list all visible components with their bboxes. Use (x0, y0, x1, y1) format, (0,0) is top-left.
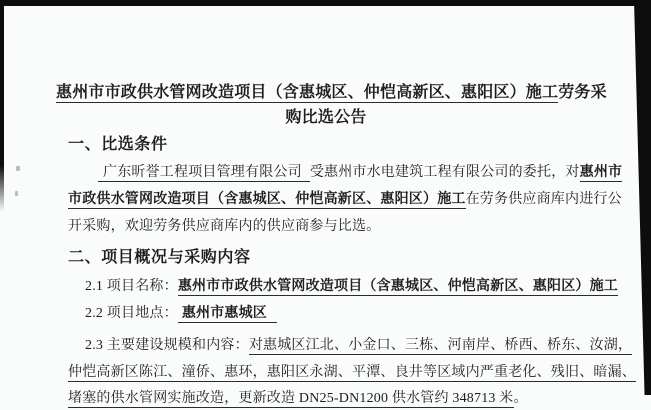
scan-border-top (0, 0, 651, 6)
item-2-3-label: 2.3 主要建设规模和内容： (85, 338, 249, 353)
section1-heading: 一、比选条件 (68, 136, 168, 153)
item-2-3-line2 (68, 363, 636, 382)
doc-title-line2: 购比选公告 (285, 109, 367, 126)
section1-para-line1 (68, 163, 622, 182)
agency-name: 广东昕誉工程项目管理有限公司 (98, 165, 310, 182)
item-2-3-line3 (68, 389, 528, 408)
section1-para-line3: 开采购，欢迎劳务供应商库内的供应商参与比选。 (68, 219, 381, 234)
doc-title-rest: 劳务采 (558, 84, 607, 101)
item-2-2-value: 惠州市惠城区 (178, 306, 277, 323)
section1-para-line2 (68, 190, 622, 209)
doc-title-underlined: 惠州市市政供水管网改造项目（含惠城区、仲恺高新区、惠阳区）施工 (56, 84, 559, 101)
scan-border-left (0, 0, 4, 212)
scan-speck (15, 191, 18, 196)
item-2-3-value-part3: 堵塞的供水管网实施改造，更新改造 DN25-DN1200 供水管约 348713 米 (68, 391, 514, 406)
doc-title-line1 (56, 83, 607, 102)
item-2-3-period: 。 (513, 391, 528, 406)
item-2-3-value-part1: 对惠城区江北、小金口、三栋、河南岸、桥西、桥东、汝湖， (248, 338, 633, 353)
project-name-cont: 市政供水管网改造项目（含惠城区、仲恺高新区、惠阳区）施工 (68, 192, 466, 207)
item-2-1 (85, 277, 618, 296)
item-2-3-line1 (85, 336, 632, 355)
item-2-2 (85, 304, 277, 323)
section2-heading: 二、项目概况与采购内容 (68, 249, 251, 266)
para-rest-text: 在劳务供应商库内进行公 (465, 192, 622, 207)
item-2-2-label: 2.2 项目地点： (85, 306, 178, 321)
para-mid-text: 受惠州市水电建筑工程有限公司的委托，对 (309, 165, 580, 180)
scan-border-right (634, 0, 651, 395)
item-2-1-value: 惠州市市政供水管网改造项目（含惠城区、仲恺高新区、惠阳区）施工 (177, 279, 619, 294)
project-name-start: 惠州市 (579, 165, 623, 180)
item-2-3-value-part2: 仲恺高新区陈江、潼侨、惠环，惠阳区永湖、平潭、良井等区域内严重老化、残旧、暗漏、 (68, 365, 636, 380)
item-2-1-label: 2.1 项目名称： (85, 279, 178, 294)
scan-speck (16, 166, 20, 171)
